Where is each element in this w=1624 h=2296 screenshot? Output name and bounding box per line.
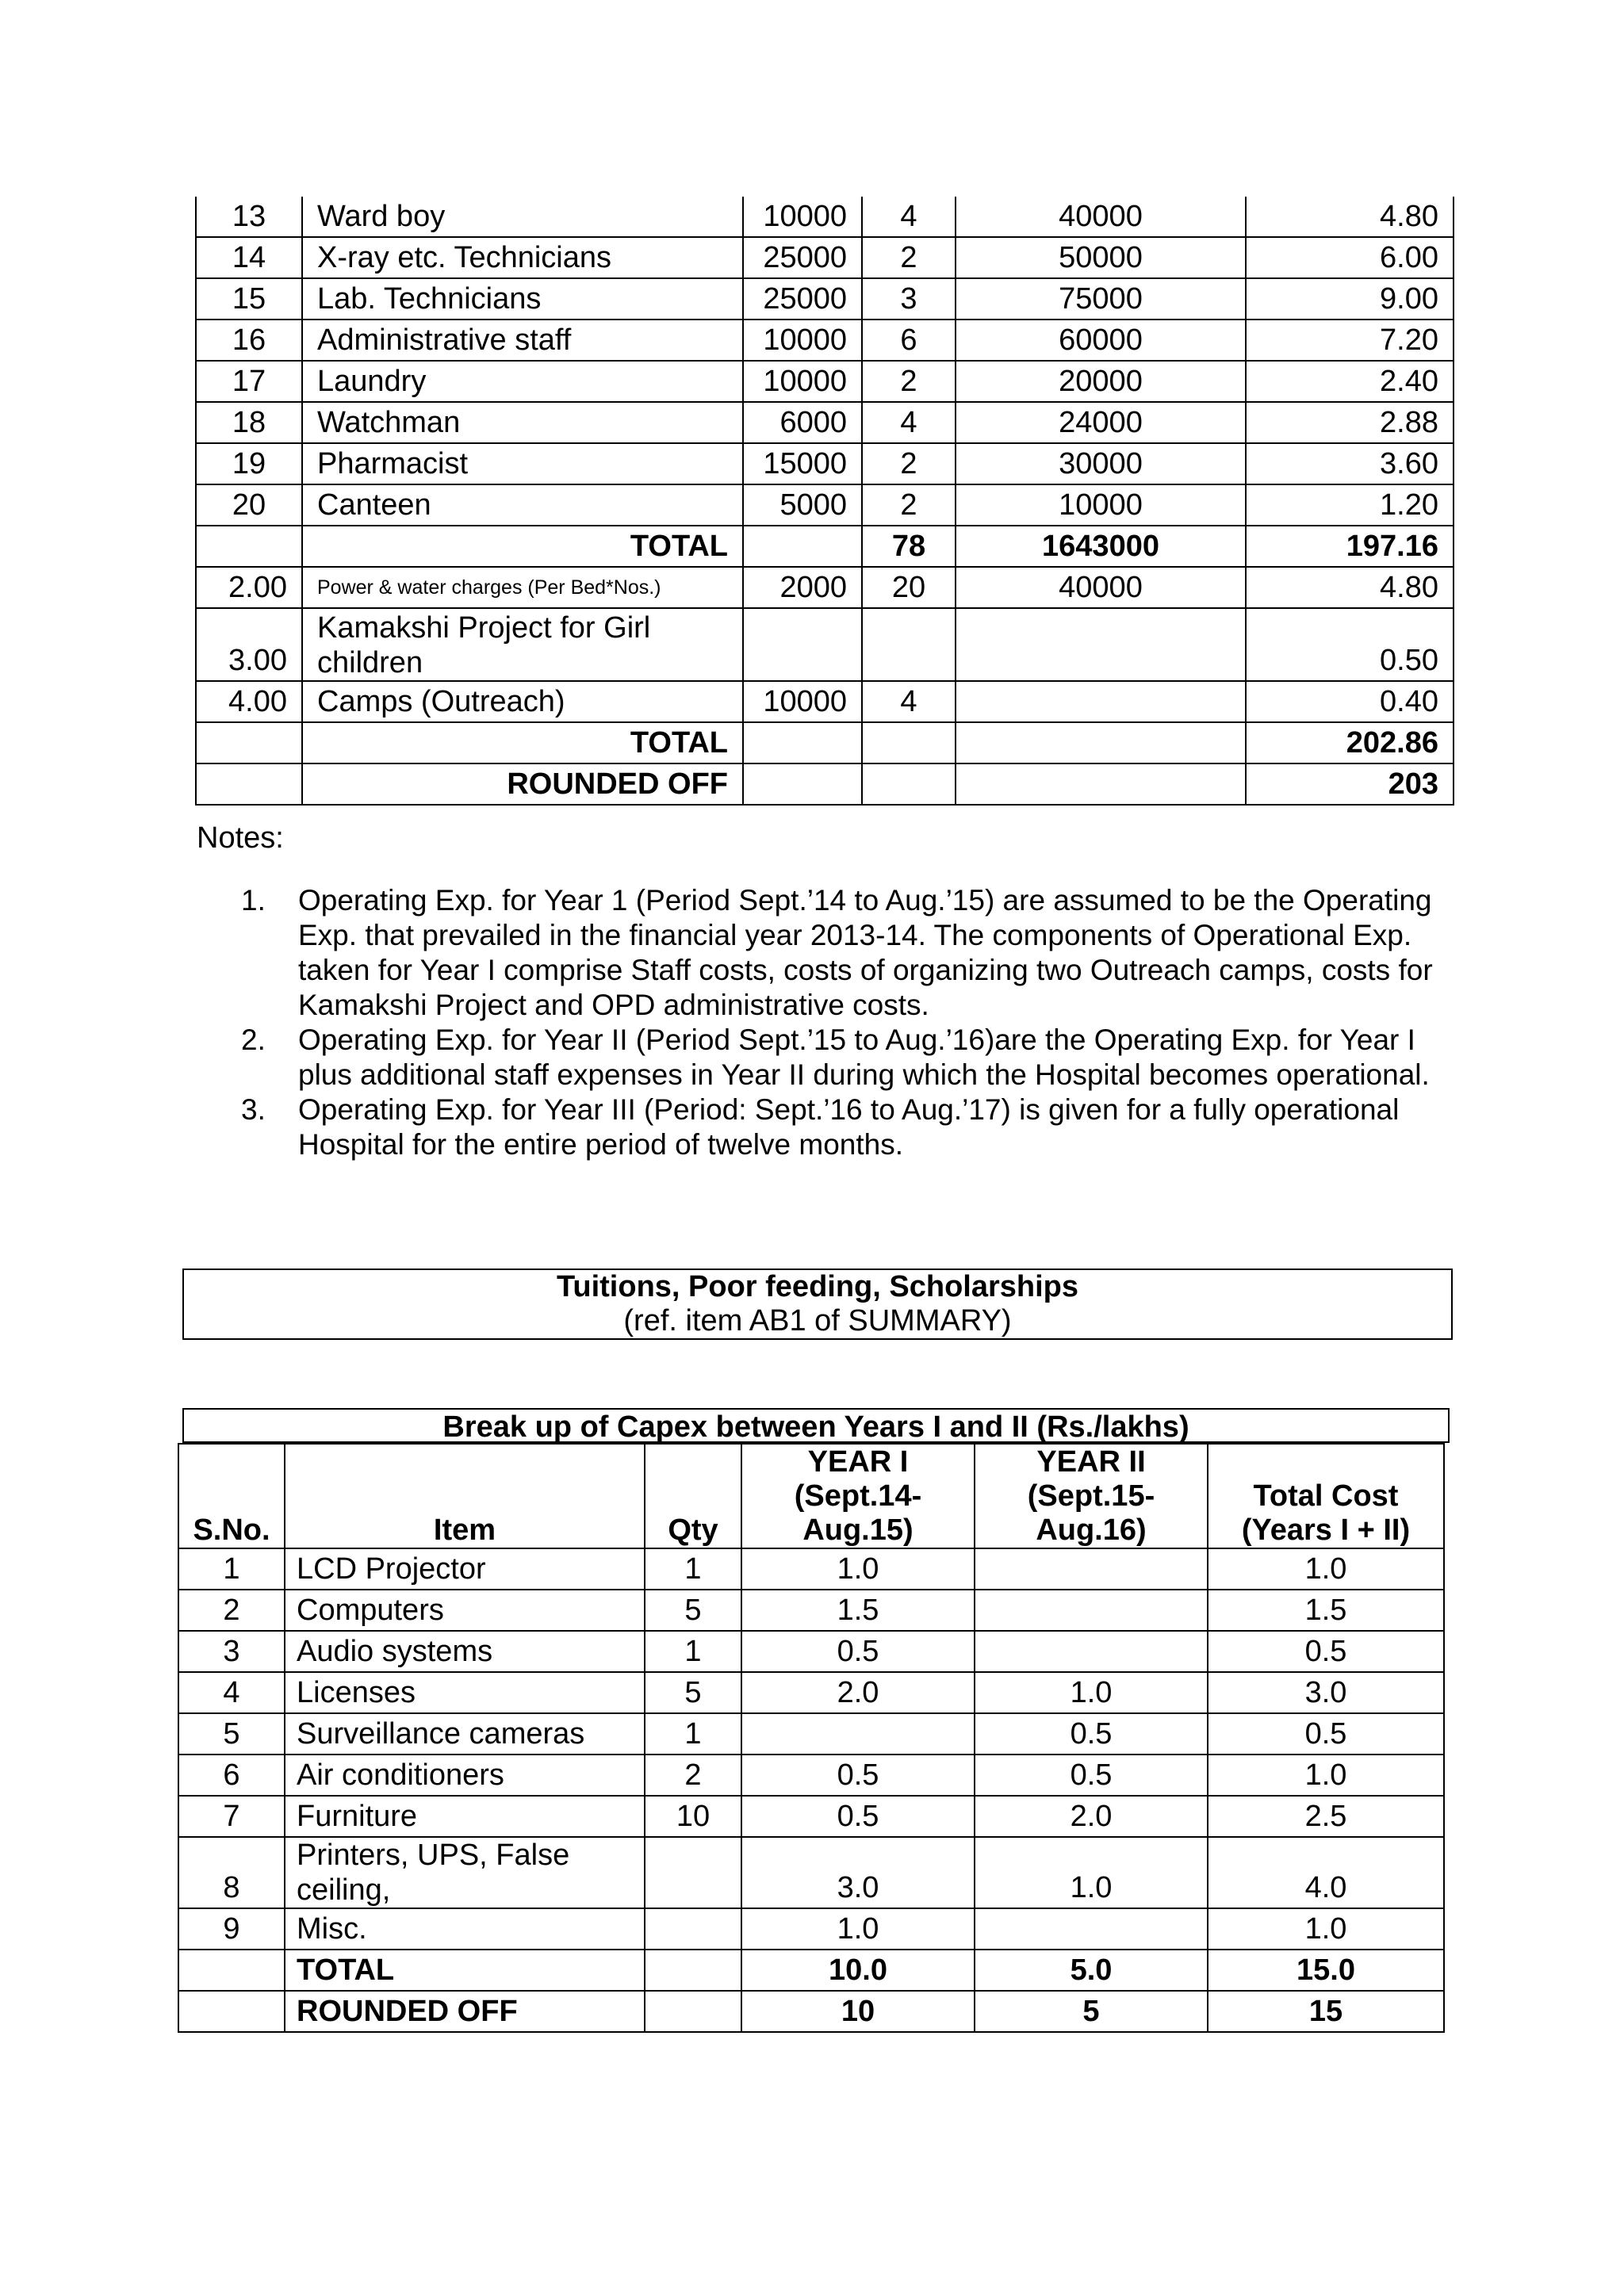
amount-cell: 60000: [956, 320, 1246, 361]
sno-cell: 2: [178, 1590, 285, 1631]
year1-cell: 3.0: [741, 1837, 975, 1908]
empty-cell: [743, 763, 862, 805]
capex-table: [178, 1443, 1445, 2033]
table-row: [178, 1672, 1444, 1713]
table-row: [196, 443, 1454, 484]
section-subtitle: (ref. item AB1 of SUMMARY): [623, 1304, 1012, 1337]
year1-cell: 0.5: [741, 1796, 975, 1837]
rate-cell: 6000: [743, 402, 862, 443]
table-row: [178, 1590, 1444, 1631]
capex-total-total: 15.0: [1208, 1950, 1444, 1991]
table-row: [196, 320, 1454, 361]
sno-cell: 3: [178, 1631, 285, 1672]
qty-cell: 5: [645, 1590, 741, 1631]
year2-cell: [975, 1908, 1208, 1950]
capex-rounded-row: [178, 1991, 1444, 2032]
total-cell: 1.5: [1208, 1590, 1444, 1631]
qty-cell: 10: [645, 1796, 741, 1837]
nos-cell: 4: [862, 681, 956, 722]
nos-cell: 2: [862, 484, 956, 526]
table-row: [196, 402, 1454, 443]
sno-cell: 4: [178, 1672, 285, 1713]
subtotal-lakhs: 197.16: [1246, 526, 1454, 567]
item-cell: Canteen: [302, 484, 743, 526]
item-cell: Power & water charges (Per Bed*Nos.): [302, 567, 743, 608]
item-cell: Watchman: [302, 402, 743, 443]
item-cell: X-ray etc. Technicians: [302, 237, 743, 278]
sno-cell: 13: [196, 197, 302, 237]
item-cell: Surveillance cameras: [285, 1713, 645, 1755]
table-row: [178, 1796, 1444, 1837]
nos-cell: 2: [862, 361, 956, 402]
sno-cell: 5: [178, 1713, 285, 1755]
nos-cell: 4: [862, 197, 956, 237]
empty-cell: [645, 1950, 741, 1991]
year2-cell: [975, 1631, 1208, 1672]
header-qty: Qty: [645, 1444, 741, 1548]
item-cell: Pharmacist: [302, 443, 743, 484]
sno-cell: 17: [196, 361, 302, 402]
total-lakhs: 202.86: [1246, 722, 1454, 763]
empty-cell: [743, 608, 862, 681]
total-cell: 4.0: [1208, 1837, 1444, 1908]
capex-total-row: [178, 1950, 1444, 1991]
rate-cell: 5000: [743, 484, 862, 526]
note-item: [241, 1093, 1446, 1162]
capex-total-year1: 10.0: [741, 1950, 975, 1991]
subtotal-label: TOTAL: [302, 526, 743, 567]
sno-cell: 2.00: [196, 567, 302, 608]
item-cell: LCD Projector: [285, 1548, 645, 1590]
rate-cell: 25000: [743, 237, 862, 278]
capex-header-row: [178, 1444, 1444, 1548]
year1-cell: 1.0: [741, 1548, 975, 1590]
note-item: [241, 1023, 1446, 1093]
total-cell: 1.0: [1208, 1755, 1444, 1796]
header-item: Item: [285, 1444, 645, 1548]
year1-cell: 1.0: [741, 1908, 975, 1950]
table-row: [196, 567, 1454, 608]
lakhs-cell: 4.80: [1246, 567, 1454, 608]
year1-cell: [741, 1713, 975, 1755]
sno-cell: 8: [178, 1837, 285, 1908]
note-number: 1.: [241, 884, 266, 916]
nos-cell: 3: [862, 278, 956, 320]
year2-cell: 2.0: [975, 1796, 1208, 1837]
year1-cell: 2.0: [741, 1672, 975, 1713]
rounded-label: ROUNDED OFF: [302, 763, 743, 805]
note-number: 2.: [241, 1024, 266, 1056]
capex-caption: Break up of Capex between Years I and II (Rs./lakhs): [182, 1408, 1450, 1443]
empty-cell: [956, 681, 1246, 722]
qty-cell: 1: [645, 1713, 741, 1755]
capex-total-label: TOTAL: [285, 1950, 645, 1991]
subtotal-row: [196, 526, 1454, 567]
empty-cell: [956, 608, 1246, 681]
total-cell: 1.0: [1208, 1548, 1444, 1590]
sno-cell: 20: [196, 484, 302, 526]
item-cell: Kamakshi Project for Girl children: [302, 608, 743, 681]
year2-cell: 0.5: [975, 1713, 1208, 1755]
lakhs-cell: 0.50: [1246, 608, 1454, 681]
section-title: Tuitions, Poor feeding, Scholarships: [556, 1270, 1079, 1303]
year2-cell: 1.0: [975, 1837, 1208, 1908]
year1-cell: 0.5: [741, 1631, 975, 1672]
total-cell: 2.5: [1208, 1796, 1444, 1837]
capex-rounded-year1: 10: [741, 1991, 975, 2032]
empty-cell: [862, 722, 956, 763]
item-cell: Ward boy: [302, 197, 743, 237]
notes-list: [241, 883, 1446, 1162]
capex-total-year2: 5.0: [975, 1950, 1208, 1991]
total-cell: 0.5: [1208, 1631, 1444, 1672]
qty-cell: 1: [645, 1631, 741, 1672]
year2-cell: 1.0: [975, 1672, 1208, 1713]
empty-cell: [956, 763, 1246, 805]
table-row: [196, 237, 1454, 278]
table-row: [178, 1631, 1444, 1672]
year1-cell: 1.5: [741, 1590, 975, 1631]
total-row: [196, 722, 1454, 763]
total-label: TOTAL: [302, 722, 743, 763]
table-row: [178, 1908, 1444, 1950]
sno-cell: 14: [196, 237, 302, 278]
table-row: [178, 1755, 1444, 1796]
empty-cell: [956, 722, 1246, 763]
rate-cell: 10000: [743, 681, 862, 722]
qty-cell: [645, 1908, 741, 1950]
year2-cell: [975, 1548, 1208, 1590]
sno-cell: 1: [178, 1548, 285, 1590]
total-cell: 1.0: [1208, 1908, 1444, 1950]
rate-cell: 10000: [743, 320, 862, 361]
empty-cell: [743, 526, 862, 567]
table-row: [196, 608, 1454, 681]
section-heading-box: [182, 1269, 1453, 1340]
capex-rounded-total: 15: [1208, 1991, 1444, 2032]
empty-cell: [178, 1991, 285, 2032]
notes-label: Notes:: [197, 821, 284, 855]
table-row: [196, 278, 1454, 320]
total-cell: 0.5: [1208, 1713, 1444, 1755]
empty-cell: [196, 526, 302, 567]
item-cell: Printers, UPS, False ceiling,: [285, 1837, 645, 1908]
sno-cell: 19: [196, 443, 302, 484]
subtotal-amount: 1643000: [956, 526, 1246, 567]
lakhs-cell: 3.60: [1246, 443, 1454, 484]
amount-cell: 75000: [956, 278, 1246, 320]
lakhs-cell: 1.20: [1246, 484, 1454, 526]
nos-cell: 20: [862, 567, 956, 608]
total-cell: 3.0: [1208, 1672, 1444, 1713]
header-year1: YEAR I (Sept.14-Aug.15): [741, 1444, 975, 1548]
amount-cell: 40000: [956, 197, 1246, 237]
qty-cell: [645, 1837, 741, 1908]
rate-cell: 10000: [743, 361, 862, 402]
lakhs-cell: 2.88: [1246, 402, 1454, 443]
year2-cell: [975, 1590, 1208, 1631]
empty-cell: [645, 1991, 741, 2032]
note-text: Operating Exp. for Year 1 (Period Sept.’14 to Aug.’15) are assumed to be the Operating Exp. that prevailed in the financial year 2013-14. The components of Operational Exp. taken for Year I comprise Staff costs, costs of organizing two Outreach camps, costs for Kamakshi Project and OPD administrative costs.: [298, 884, 1433, 1021]
nos-cell: 6: [862, 320, 956, 361]
item-cell: Air conditioners: [285, 1755, 645, 1796]
table-row: [178, 1548, 1444, 1590]
subtotal-nos: 78: [862, 526, 956, 567]
rate-cell: 25000: [743, 278, 862, 320]
note-number: 3.: [241, 1093, 266, 1126]
note-text: Operating Exp. for Year III (Period: Sept.’16 to Aug.’17) is given for a fully operational Hospital for the entire period of twelve months.: [298, 1093, 1400, 1161]
rounded-lakhs: 203: [1246, 763, 1454, 805]
amount-cell: 20000: [956, 361, 1246, 402]
lakhs-cell: 7.20: [1246, 320, 1454, 361]
note-item: [241, 883, 1446, 1023]
lakhs-cell: 2.40: [1246, 361, 1454, 402]
sno-cell: 16: [196, 320, 302, 361]
nos-cell: 4: [862, 402, 956, 443]
empty-cell: [862, 608, 956, 681]
empty-cell: [196, 763, 302, 805]
amount-cell: 30000: [956, 443, 1246, 484]
year1-cell: 0.5: [741, 1755, 975, 1796]
item-cell: Laundry: [302, 361, 743, 402]
nos-cell: 2: [862, 237, 956, 278]
item-cell: Furniture: [285, 1796, 645, 1837]
capex-rounded-label: ROUNDED OFF: [285, 1991, 645, 2032]
operating-expenses-table: [195, 197, 1454, 806]
item-cell: Licenses: [285, 1672, 645, 1713]
lakhs-cell: 4.80: [1246, 197, 1454, 237]
rate-cell: 15000: [743, 443, 862, 484]
table-row: [178, 1713, 1444, 1755]
item-cell: Audio systems: [285, 1631, 645, 1672]
sno-cell: 3.00: [196, 608, 302, 681]
lakhs-cell: 0.40: [1246, 681, 1454, 722]
amount-cell: 50000: [956, 237, 1246, 278]
item-cell: Administrative staff: [302, 320, 743, 361]
table-row: [178, 1837, 1444, 1908]
sno-cell: 18: [196, 402, 302, 443]
sno-cell: 7: [178, 1796, 285, 1837]
table-row: [196, 484, 1454, 526]
header-year2: YEAR II (Sept.15-Aug.16): [975, 1444, 1208, 1548]
rate-cell: 10000: [743, 197, 862, 237]
capex-rounded-year2: 5: [975, 1991, 1208, 2032]
item-cell: Lab. Technicians: [302, 278, 743, 320]
sno-cell: 6: [178, 1755, 285, 1796]
header-sno: S.No.: [178, 1444, 285, 1548]
lakhs-cell: 9.00: [1246, 278, 1454, 320]
sno-cell: 9: [178, 1908, 285, 1950]
header-total: Total Cost (Years I + II): [1208, 1444, 1444, 1548]
note-text: Operating Exp. for Year II (Period Sept.’15 to Aug.’16)are the Operating Exp. for Year I plus additional staff expenses in Year II during which the Hospital becomes operational.: [298, 1024, 1430, 1091]
empty-cell: [743, 722, 862, 763]
qty-cell: 2: [645, 1755, 741, 1796]
empty-cell: [862, 763, 956, 805]
amount-cell: 10000: [956, 484, 1246, 526]
item-cell: Computers: [285, 1590, 645, 1631]
nos-cell: 2: [862, 443, 956, 484]
amount-cell: 40000: [956, 567, 1246, 608]
rate-cell: 2000: [743, 567, 862, 608]
empty-cell: [196, 722, 302, 763]
qty-cell: 5: [645, 1672, 741, 1713]
qty-cell: 1: [645, 1548, 741, 1590]
table-row: [196, 681, 1454, 722]
table-row: [196, 197, 1454, 237]
item-cell: Camps (Outreach): [302, 681, 743, 722]
table-row: [196, 361, 1454, 402]
sno-cell: 15: [196, 278, 302, 320]
empty-cell: [178, 1950, 285, 1991]
sno-cell: 4.00: [196, 681, 302, 722]
amount-cell: 24000: [956, 402, 1246, 443]
rounded-row: [196, 763, 1454, 805]
lakhs-cell: 6.00: [1246, 237, 1454, 278]
item-cell: Misc.: [285, 1908, 645, 1950]
year2-cell: 0.5: [975, 1755, 1208, 1796]
